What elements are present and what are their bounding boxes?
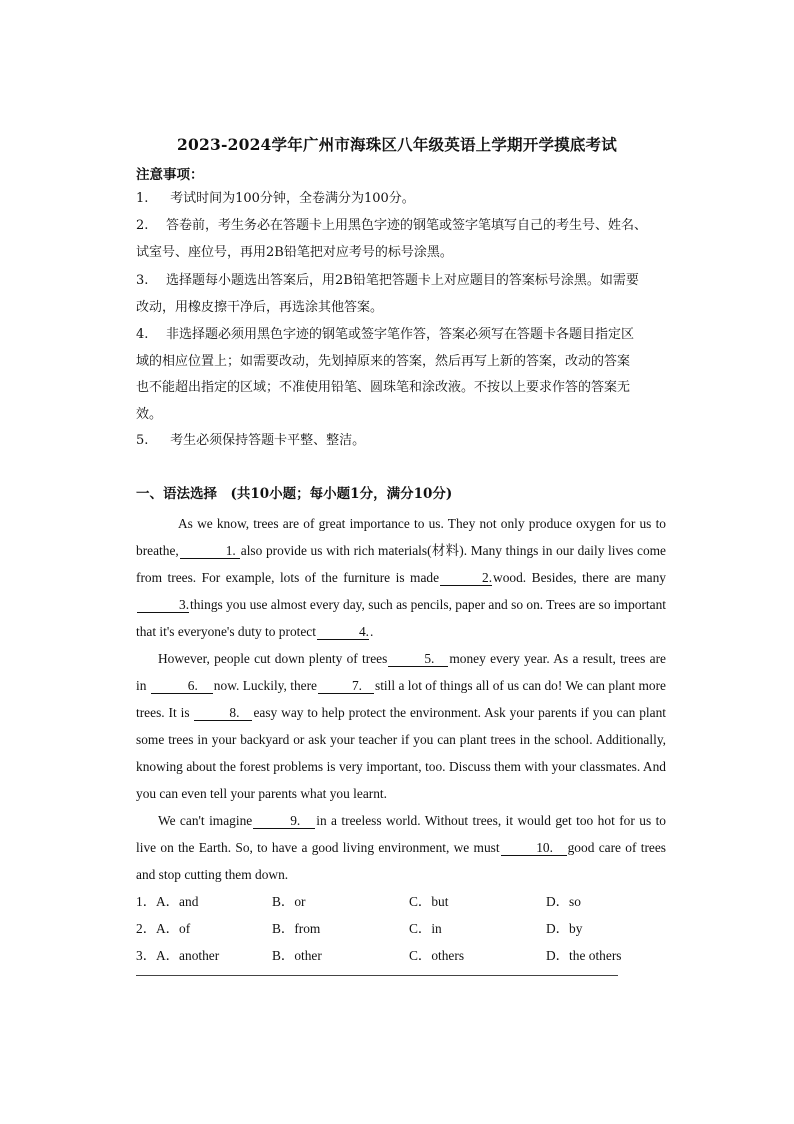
notice-item-line: 域的相应位置上；如需要改动，先划掉原来的答案，然后再写上新的答案，改动的答案 (136, 353, 631, 369)
option-d: D．the others (546, 948, 622, 963)
question-number: 3． (136, 948, 157, 963)
option-c: C．but (409, 894, 449, 909)
notice-item-5 (136, 428, 664, 455)
blank-10: 10. (501, 841, 567, 856)
question-row-2 (136, 918, 656, 945)
bottom-divider (136, 975, 618, 976)
notice-item-line: 非选择题必须用黑色字迹的钢笔或签字笔作答，答案必须写在答题卡各题目指定区 (166, 327, 635, 342)
notice-item-number: 2. (136, 218, 149, 233)
option-d: D．by (546, 921, 583, 936)
notice-item-line: 效。 (136, 406, 163, 422)
section-heading: 一、语法选择 (共10小题；每小题1分，满分10分) (136, 486, 453, 502)
notice-item-1 (136, 186, 664, 213)
notice-item-line: 考试时间为100分钟，全卷满分为100分。 (166, 191, 415, 206)
passage-paragraph-3 (136, 807, 666, 888)
question-row-3 (136, 945, 656, 972)
notice-item-line: 考生必须保持答题卡平整、整洁。 (166, 433, 366, 448)
option-a: A．of (156, 921, 191, 936)
notice-item-3 (136, 268, 664, 321)
option-d: D．so (546, 894, 581, 909)
blank-8: 8. (194, 706, 252, 721)
question-number: 1． (136, 894, 157, 909)
blank-2: 2. (440, 571, 492, 586)
passage-text: However, people cut down plenty of trees (158, 651, 388, 666)
passage-text: good care of trees and stop cutting them down. (136, 840, 667, 882)
notice-item-4 (136, 322, 664, 428)
option-c: C．in (409, 921, 442, 936)
blank-1: 1. (180, 544, 240, 559)
option-b: B．or (272, 894, 306, 909)
passage-text: now. Luckily, there (213, 678, 317, 693)
blank-7: 7. (318, 679, 374, 694)
passage-text: easy way to help protect the environment. Ask your parents if you can plant some trees in your backyard or ask your teacher if you can plant trees in the school. Additionally, knowing about the forest problems is very important, too. Discuss them with your classmates. And you can even tell your parents what you learnt. (136, 705, 667, 801)
blank-6: 6. (151, 679, 213, 694)
blank-3: 3. (137, 598, 189, 613)
passage-text: We can't imagine (158, 813, 253, 828)
option-b: B．other (272, 948, 322, 963)
exam-title: 2023-2024学年广州市海珠区八年级英语上学期开学摸底考试 (177, 135, 617, 154)
question-row-1 (136, 891, 656, 918)
notice-item-number: 5. (136, 433, 149, 448)
passage-text: money every year. As a result, trees are in (136, 651, 667, 693)
blank-5: 5. (388, 652, 448, 667)
option-b: B．from (272, 921, 321, 936)
notice-item-line: 选择题每小题选出答案后，用2B铅笔把答题卡上对应题目的答案标号涂黑。如需要 (166, 273, 639, 288)
passage-text: in a treeless world. Without trees, it would get too hot for us to live on the Earth. So, to have a good living environment, we must (136, 813, 666, 855)
passage-text: still a lot of things all of us can do! We can plant more trees. It is (136, 678, 666, 720)
cloze-passage (136, 510, 666, 888)
question-options (136, 891, 656, 972)
blank-4: 4. (317, 625, 369, 640)
passage-paragraph-1 (136, 510, 666, 645)
option-a: A．and (156, 894, 199, 909)
passage-text: wood. Besides, there are many (493, 570, 666, 585)
passage-text: also provide us with rich materials(材料). Many things in our daily lives come from trees. For example, lots of the furniture is made (136, 543, 666, 585)
passage-text: . (369, 624, 374, 639)
notice-item-line: 试室号、座位号，再用2B铅笔把对应考号的标号涂黑。 (136, 244, 453, 260)
notice-item-number: 3. (136, 273, 149, 288)
blank-9: 9. (253, 814, 315, 829)
option-a: A．another (156, 948, 220, 963)
notice-item-2 (136, 213, 664, 266)
notice-item-number: 1. (136, 191, 149, 206)
question-number: 2． (136, 921, 157, 936)
passage-text: As we know, trees are of great importance to us. They not only produce oxygen for us to breathe, (136, 516, 666, 558)
option-c: C．others (409, 948, 465, 963)
notice-item-line: 答卷前，考生务必在答题卡上用黑色字迹的钢笔或签字笔填写自己的考生号、姓名、 (166, 218, 648, 233)
notice-item-number: 4. (136, 327, 149, 342)
passage-text: things you use almost every day, such as pencils, paper and so on. Trees are so important that it's everyone's duty to protect (136, 597, 666, 639)
notice-item-line: 也不能超出指定的区域；不准使用铅笔、圆珠笔和涂改液。不按以上要求作答的答案无 (136, 380, 631, 395)
notice-item-line: 改动，用橡皮擦干净后，再选涂其他答案。 (136, 299, 384, 315)
notice-heading: 注意事项： (136, 167, 204, 183)
passage-paragraph-2 (136, 645, 666, 807)
